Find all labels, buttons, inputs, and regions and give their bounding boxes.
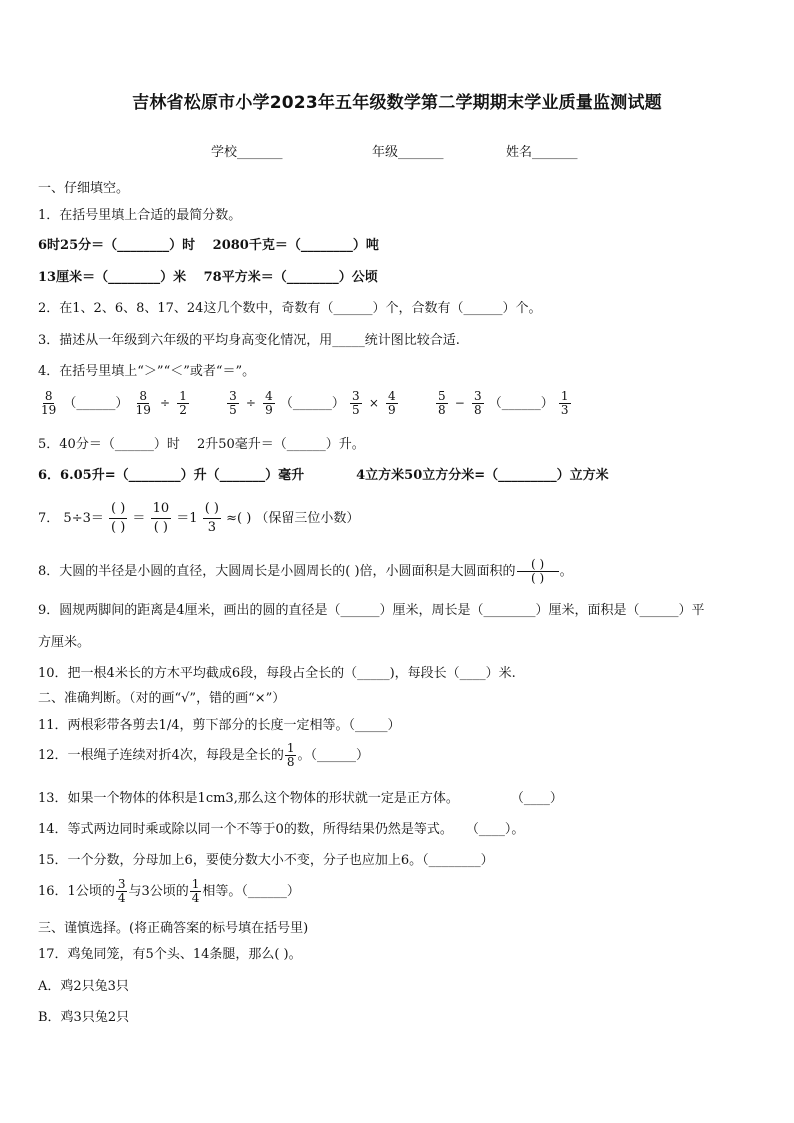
question-7: 7． 5÷3＝ $\frac{( )}{( )}$ ＝ $\frac{10}{( )}$ ＝1 $\frac{( )}{3}$ ≈( ) （保留三位小数） (38, 501, 360, 535)
question-5: 5．40分＝（______）时 2升50毫升＝（______）升。 (38, 437, 365, 452)
question-11: 11．两根彩带各剪去1/4，剪下部分的长度一定相等。（_____） (38, 718, 401, 733)
question-4: 4．在括号里填上“＞”“＜”或者“＝”。 (38, 364, 256, 379)
section-2-heading: 二、准确判断。（对的画“√”，错的画“×”） (38, 691, 286, 706)
question-1: 1．在括号里填上合适的最简分数。 (38, 208, 242, 223)
fraction: $\frac{1}{4}$ (191, 877, 200, 905)
divide-sign: ÷ (245, 396, 256, 410)
fraction: $\frac{4}{9}$ (388, 389, 396, 417)
multiply-sign: × (368, 396, 379, 410)
school-field: 学校_______ (211, 145, 283, 160)
fraction: $\frac{( )}{( )}$ (517, 558, 559, 585)
fraction: $\frac{1}{8}$ (286, 741, 295, 769)
section-3-heading: 三、谨慎选择。(将正确答案的标号填在括号里) (38, 921, 309, 936)
question-15: 15．一个分数，分母加上6，要使分数大小不变，分子也应加上6。（________） (38, 853, 494, 868)
option-b: B．鸡3只兔2只 (38, 1010, 130, 1025)
blank: （______） (279, 396, 345, 411)
fraction: $\frac{1}{3}$ (560, 389, 569, 417)
fraction: $\frac{5}{8}$ (437, 389, 446, 417)
blank: （______） (488, 396, 554, 411)
minus-sign: − (454, 396, 465, 410)
question-4-comparisons (38, 390, 572, 417)
question-16: 16．1公顷的 $\frac{3}{4}$ 与3公顷的 $\frac{1}{4}$ 相等。（______） (38, 877, 300, 905)
fraction: $\frac{3}{5}$ (352, 389, 360, 417)
page-title: 吉林省松原市小学2023年五年级数学第二学期期末学业质量监测试题 (132, 93, 662, 113)
question-1-part-b: 13厘米＝（________）米 78平方米＝（________）公顷 (38, 270, 378, 285)
fraction: $\frac{1}{2}$ (179, 389, 187, 417)
fraction: $\frac{10}{( )}$ (152, 501, 170, 535)
question-9-continued: 方厘米。 (38, 635, 91, 650)
question-2: 2．在1、2、6、8、17、24这几个数中，奇数有（______）个，合数有（______）个。 (38, 301, 542, 316)
expression: 5÷3＝ (63, 511, 104, 526)
question-8: 8．大圆的半径是小圆的直径，大圆周长是小圆周长的( )倍，小圆面积是大圆面积的 $\frac{( )}{( )}$ 。 (38, 557, 573, 585)
section-1-heading: 一、仔细填空。 (38, 181, 130, 196)
question-9: 9．圆规两脚间的距离是4厘米，画出的圆的直径是（______）厘米，周长是（________）厘米，面积是（______）平 (38, 603, 705, 618)
fraction: $\frac{8}{19}$ (41, 389, 57, 417)
fraction: $\frac{4}{9}$ (265, 389, 273, 417)
fraction: $\frac{3}{8}$ (473, 389, 482, 417)
question-12: 12．一根绳子连续对折4次，每段是全长的 $\frac{1}{8}$ 。（______） (38, 741, 369, 769)
divide-sign: ÷ (160, 396, 171, 410)
fraction: $\frac{8}{19}$ (135, 389, 151, 417)
grade-field: 年级_______ (372, 145, 444, 160)
option-a: A．鸡2只兔3只 (38, 979, 129, 994)
rounding-note: （保留三位小数） (255, 511, 360, 526)
question-1-part-a: 6时25分＝（________）时 2080千克＝（________）吨 (38, 238, 379, 253)
question-13: 13．如果一个物体的体积是1cm3,那么这个物体的形状就一定是正方体。 （____） (38, 791, 563, 806)
question-14: 14．等式两边同时乘或除以同一个不等于0的数，所得结果仍然是等式。 （____）。 (38, 822, 525, 837)
fraction: $\frac{( )}{( )}$ (111, 501, 126, 535)
blank: （______） (63, 396, 129, 411)
question-3: 3．描述从一年级到六年级的平均身高变化情况，用_____统计图比较合适. (38, 333, 460, 348)
fraction: $\frac{3}{5}$ (229, 389, 237, 417)
question-10: 10．把一根4米长的方木平均截成6段，每段占全长的（_____)，每段长（____）米. (38, 666, 516, 681)
question-17: 17．鸡兔同笼，有5个头、14条腿，那么( )。 (38, 947, 302, 962)
name-field: 姓名_______ (506, 145, 578, 160)
question-6: 6．6.05升=（________）升（_______）毫升 4立方米50立方分米=（_________）立方米 (38, 468, 609, 483)
fraction: $\frac{( )}{3}$ (204, 501, 219, 535)
fraction: $\frac{3}{4}$ (117, 877, 126, 905)
